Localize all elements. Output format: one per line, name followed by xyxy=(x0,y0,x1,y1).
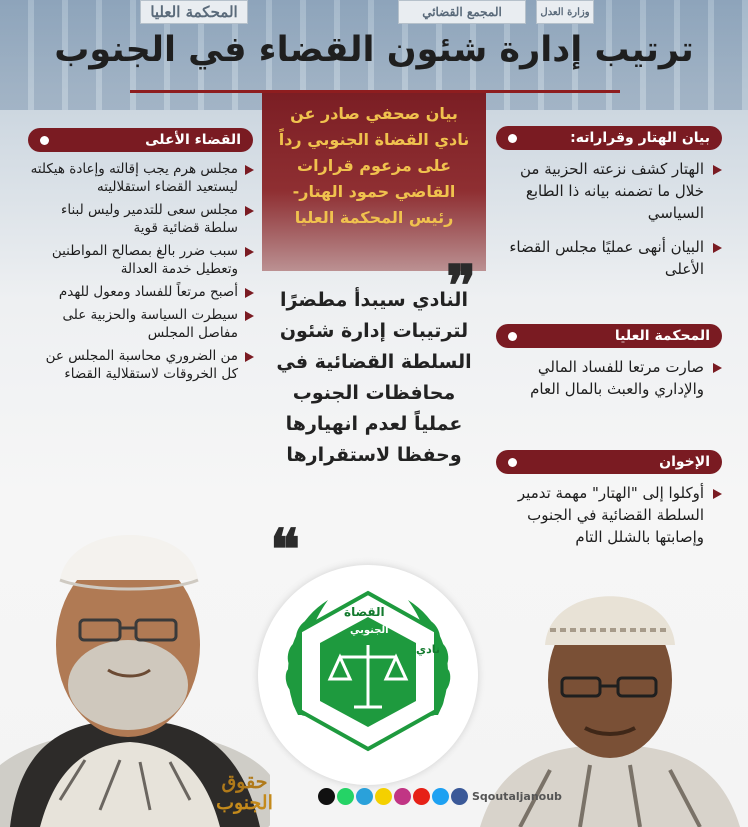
quote-text: النادي سيبدأ مطضرًا لترتيبات إدارة شئون السلطة القضائية في محافظات الجنوب عملياً لعدم انهيارها وحفظا لاستقرارها xyxy=(276,289,472,466)
twitter-icon[interactable] xyxy=(432,788,449,805)
logo-text-top: القضاة xyxy=(344,605,385,619)
facebook-icon[interactable] xyxy=(451,788,468,805)
background-sign-ministry: وزارة العدل xyxy=(536,0,594,24)
club-logo-graphic xyxy=(258,565,478,785)
list-item: الهتار كشف نزعته الحزبية من خلال ما تضمنه بيانه ذا الطابع السياسي xyxy=(496,158,722,224)
section-header-label: القضاء الأعلى xyxy=(145,132,241,148)
section-header-brotherhood xyxy=(496,450,722,474)
quote-close-icon: ❝ xyxy=(270,517,301,583)
social-handle: Sqoutaljanoub xyxy=(472,790,562,803)
logo-text-inner: الجنوبي xyxy=(350,625,389,636)
list-item: من الضروري محاسبة المجلس عن كل الخروقات لاستقلالية القضاء xyxy=(30,347,254,383)
section-header-supreme-judicial-council xyxy=(28,128,253,152)
whatsapp-icon[interactable] xyxy=(337,788,354,805)
instagram-icon[interactable] xyxy=(394,788,411,805)
background-sign-supreme-court: المحكمة العليا xyxy=(140,0,248,24)
brand-logo xyxy=(182,772,307,818)
portrait-right xyxy=(470,560,748,827)
logo-text-side: نادي xyxy=(416,643,440,656)
list-item: أوكلوا إلى "الهتار" مهمة تدمير السلطة القضائية في الجنوب وإصابتها بالشلل التام xyxy=(496,482,722,548)
list-item: سبب ضرر بالغ بمصالح المواطنين وتعطيل خدمة العدالة xyxy=(30,242,254,278)
section-header-hattar-statement xyxy=(496,126,722,150)
telegram-icon[interactable] xyxy=(356,788,373,805)
supreme-court-list xyxy=(496,356,722,412)
list-item: سيطرت السياسة والحزبية على مفاصل المجلس xyxy=(30,306,254,342)
club-logo xyxy=(258,565,478,785)
list-item: أصبح مرتعاً للفساد ومعول للهدم xyxy=(30,283,254,301)
bullet-dot-icon xyxy=(508,332,517,341)
section-header-label: الإخوان xyxy=(659,454,710,470)
hattar-statement-list xyxy=(496,158,722,292)
tiktok-icon[interactable] xyxy=(318,788,335,805)
section-header-label: بيان الهتار وقراراته: xyxy=(570,130,710,146)
background-sign-judicial-complex: المجمع القضائي xyxy=(398,0,526,24)
brand-line2: الجنوب xyxy=(216,792,273,814)
bullet-dot-icon xyxy=(40,136,49,145)
supreme-council-list xyxy=(30,160,254,388)
list-item: مجلس سعى للتدمير وليس لبناء سلطة قضائية قوية xyxy=(30,201,254,237)
bullet-dot-icon xyxy=(508,134,517,143)
list-item: البيان أنهى عمليًا مجلس القضاء الأعلى xyxy=(496,236,722,280)
list-item: مجلس هرم يجب إقالته وإعادة هيكلته ليستعيد القضاء استقلاليته xyxy=(30,160,254,196)
page-title: ترتيب إدارة شئون القضاء في الجنوب xyxy=(54,30,694,70)
press-statement: بيان صحفي صادر عن نادي القضاة الجنوبي رداً على مزعوم قرارات القاضي حمود الهتار- رئيس المحكمة العليا xyxy=(262,93,486,271)
section-header-supreme-court xyxy=(496,324,722,348)
bullet-dot-icon xyxy=(508,458,517,467)
quote-open-icon: ❞ xyxy=(446,253,477,319)
social-icons xyxy=(318,788,468,805)
brand-line1: حقوق xyxy=(221,771,268,793)
youtube-icon[interactable] xyxy=(413,788,430,805)
brotherhood-list xyxy=(496,482,722,560)
list-item: صارت مرتعا للفساد المالي والإداري والعبث بالمال العام xyxy=(496,356,722,400)
section-header-label: المحكمة العليا xyxy=(614,328,710,344)
snapchat-icon[interactable] xyxy=(375,788,392,805)
